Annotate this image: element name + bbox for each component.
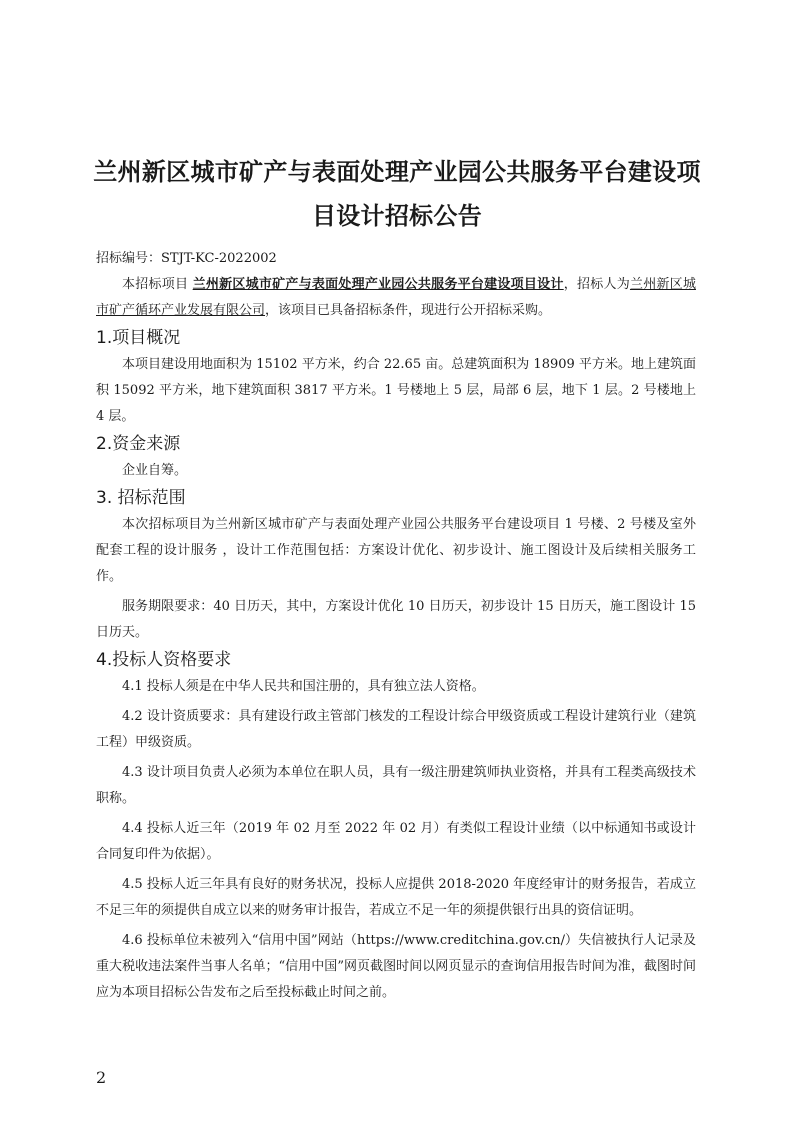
document-body — [96, 246, 696, 1006]
section-1-text: 本项目建设用地面积为 15102 平方米，约合 22.65 亩。总建筑面积为 18909 平方米。地上建筑面积 15092 平方米，地下建筑面积 3817 平方米。1 号楼地上 5 层，局部 6 层，地下 1 层。2 号楼地上 4 层。 — [96, 357, 696, 424]
tender-code: 招标编号：STJT-KC-2022002 — [96, 251, 277, 266]
section-3-heading: 3. 招标范围 — [96, 488, 186, 508]
intro-suffix: ，该项目已具备招标条件，现进行公开招标采购。 — [265, 303, 552, 318]
section-3-text-2: 服务期限要求：40 日历天，其中，方案设计优化 10 日历天，初步设计 15 日历天，施工图设计 15 日历天。 — [96, 599, 696, 640]
requirement-item: 4.5 投标人近三年具有良好的财务状况，投标人应提供 2018-2020 年度经审计的财务报告，若成立不足三年的须提供自成立以来的财务审计报告，若成立不足一年的须提供银行出具的资信证明。 — [96, 877, 696, 918]
requirement-item: 4.3 设计项目负责人必须为本单位在职人员，具有一级注册建筑师执业资格，并具有工程类高级技术职称。 — [96, 765, 696, 806]
section-2-text: 企业自筹。 — [122, 463, 188, 478]
intro-mid: ，招标人为 — [563, 277, 630, 292]
section-1-heading: 1.项目概况 — [96, 328, 181, 348]
requirement-item: 4.4 投标人近三年（2019 年 02 月至 2022 年 02 月）有类似工程设计业绩（以中标通知书或设计合同复印件为依据）。 — [96, 821, 696, 862]
title-line-2: 目设计招标公告 — [311, 202, 483, 230]
intro-prefix: 本招标项目 — [122, 277, 189, 292]
project-name: 兰州新区城市矿产与表面处理产业园公共服务平台建设项目设计 — [192, 277, 564, 292]
section-4-heading: 4.投标人资格要求 — [96, 650, 232, 670]
page-number: 2 — [96, 1068, 107, 1087]
requirement-item: 4.1 投标人须是在中华人民共和国注册的，具有独立法人资格。 — [122, 679, 485, 694]
section-2-heading: 2.资金来源 — [96, 434, 181, 454]
section-3-text-1: 本次招标项目为兰州新区城市矿产与表面处理产业园公共服务平台建设项目 1 号楼、2 号楼及室外配套工程的设计服务 ，设计工作范围包括：方案设计优化、初步设计、施工图设计及后续相关服务工作。 — [96, 517, 696, 584]
requirement-item: 4.2 设计资质要求：具有建设行政主管部门核发的工程设计综合甲级资质或工程设计建筑行业（建筑工程）甲级资质。 — [96, 709, 696, 750]
requirement-item: 4.6 投标单位未被列入“信用中国”网站（https://www.creditchina.gov.cn/）失信被执行人记录及重大税收违法案件当事人名单；“信用中国”网页截图时间以网页显示的查询信用报告时间为准，截图时间应为本项目招标公告发布之后至投标截止时间之前。 — [96, 933, 696, 1000]
intro-paragraph — [96, 272, 696, 324]
title-line-1: 兰州新区城市矿产与表面处理产业园公共服务平台建设项 — [93, 158, 701, 186]
tenderer-name: 兰州新区城市矿产循环产业发展有限公司 — [96, 277, 696, 318]
document-title — [80, 150, 714, 238]
